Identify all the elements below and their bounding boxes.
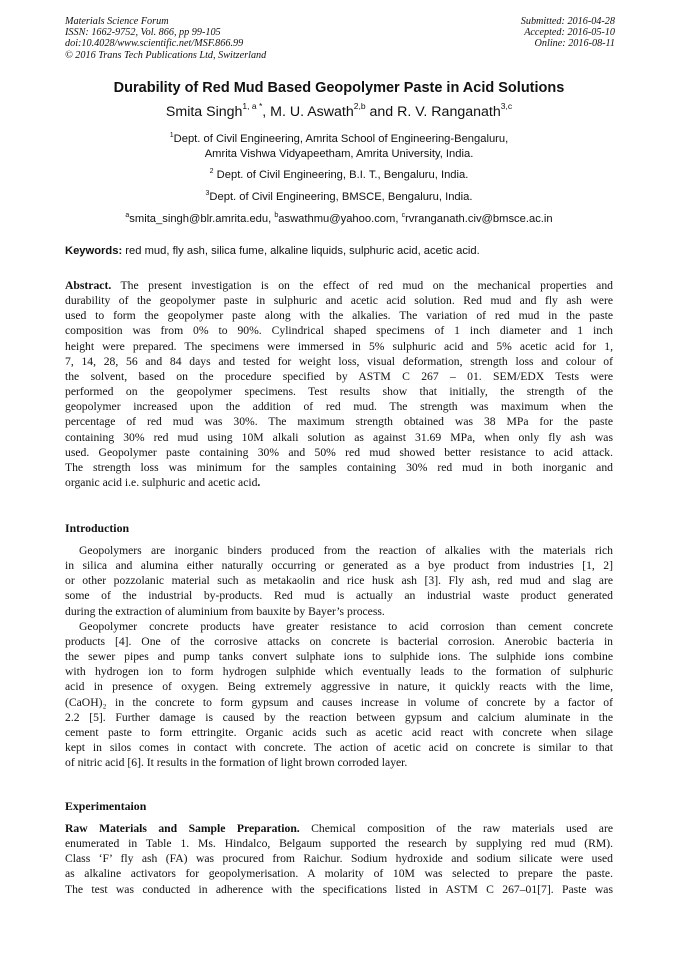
affiliation-3 <box>0 187 678 205</box>
accepted-date: Accepted: 2016-05-10 <box>524 27 615 39</box>
abstract-line: percentage of red mud was 30%. The maximum strength obtained was 38 MPa for the paste <box>65 415 613 429</box>
paper-title: Durability of Red Mud Based Geopolymer Paste in Acid Solutions <box>113 80 565 96</box>
email-sup: a <box>125 212 130 219</box>
body-line: (CaOH)₂ in the concrete to form gypsum and causes increase in volume of concrete by a factor of <box>65 695 613 709</box>
abstract-line: composition was from 0% to 90%. Cylindrical shaped specimens of 1 inch diameter and 1 inch <box>65 324 613 338</box>
abstract-line: performed on the geopolymer specimens. Test results show that initially, the strength of the <box>65 385 613 399</box>
abstract-line: geopolymer increased upon the addition of red mud. The strength was maximum when the <box>65 400 613 414</box>
affiliation-1 <box>0 129 678 161</box>
dates-header <box>521 16 615 50</box>
abstract-line: the solvent, based on the procedure specified by ASTM C 267 – 01. SEM/EDX Tests were <box>65 369 613 383</box>
aff-text: Dept. of Civil Engineering, B.I. T., Bengaluru, India. <box>213 169 469 181</box>
body-line: kept in silos comes in contact with concrete. The action of acetic acid on concrete is similar to that <box>65 741 613 755</box>
keywords <box>65 245 480 257</box>
body-line: some of the industrial by-products. Red mud is actually an industrial waste product generated <box>65 589 613 603</box>
abstract-line: height were prepared. The specimens were immersed in 5% sulphuric acid and 5% acetic acid for 1, <box>65 339 613 353</box>
journal-name: Materials Science Forum <box>65 16 169 27</box>
author-sup: 3,c <box>500 101 513 111</box>
body-line: acid in presence of oxygen. Being extremely aggressive in nature, it quickly reacts with the lime, <box>65 680 613 694</box>
experimentation-heading: Experimentaion <box>65 799 147 813</box>
subsection-label: Raw Materials and Sample Preparation. <box>65 822 300 835</box>
doi-line: doi:10.4028/www.scientific.net/MSF.866.99 <box>65 38 244 50</box>
body-line: Geopolymer concrete products have greater resistance to acid corrosion than cement concrete <box>79 619 613 633</box>
aff-sup: 2 <box>209 168 214 175</box>
email-line <box>0 209 678 227</box>
keywords-text: red mud, fly ash, silica fume, alkaline liquids, sulphuric acid, acetic acid. <box>122 245 480 257</box>
body-line: The test was conducted in adherence with the specifications listed in ASTM C 267–01[7]. Paste was <box>65 882 613 896</box>
abstract-line: durability of the geopolymer paste in sulphuric and acetic acid solution. Red mud and fly ash were <box>65 294 613 308</box>
abstract-line: organic acid i.e. sulphuric and acetic acid <box>65 476 258 490</box>
issn-line: ISSN: 1662-9752, Vol. 866, pp 99-105 <box>65 27 221 39</box>
affiliation-2 <box>0 165 678 183</box>
body-line: Geopolymers are inorganic binders produced from the reaction of alkalies with the materials rich <box>79 544 613 557</box>
email-link[interactable]: rvranganath.civ@bmsce.ac.in <box>405 213 553 225</box>
aff-text: Dept. of Civil Engineering, Amrita School of Engineering-Bengaluru, <box>173 133 509 145</box>
author-name: Smita Singh <box>165 104 243 120</box>
body-line: Class ‘F’ fly ash (FA) was procured from Raichur. Sodium hydroxide and sodium silicate were used <box>65 852 613 866</box>
body-line: 2.2 [5]. Further damage is caused by the reaction between gypsum and calcium aluminate in the <box>65 710 613 724</box>
keywords-label: Keywords: <box>65 245 123 257</box>
author-sup: 1, a * <box>242 101 263 111</box>
online-date: Online: 2016-08-11 <box>534 38 615 50</box>
aff-sup: 3 <box>205 190 210 197</box>
body-line: enumerated in Table 1. Ms. Hindalco, Belgaum supported the research by supplying red mud (RM). <box>65 837 613 851</box>
submitted-date: Submitted: 2016-04-28 <box>520 16 615 27</box>
copyright-line: © 2016 Trans Tech Publications Ltd, Switzerland <box>65 49 267 61</box>
aff-sup: 1 <box>169 132 174 139</box>
abstract-line: used to form the geopolymer paste along with the alkalies. The variation of red mud in the paste <box>65 309 613 323</box>
body-line: of nitric acid [6]. It results in the formation of light brown corroded layer. <box>65 756 408 770</box>
aff-text: Dept. of Civil Engineering, BMSCE, Bengaluru, India. <box>209 191 473 203</box>
body-line: Chemical composition of the raw materials used are <box>299 822 614 835</box>
aff-text: Amrita Vishwa Vidyapeetham, Amrita University, India. <box>204 147 474 160</box>
email-sup: c <box>401 212 406 219</box>
experimentation-body <box>65 821 613 897</box>
body-line: the sewer pipes and pump tanks convert sulphate ions to sulphide ions. The sulphide ions combine <box>65 650 613 664</box>
abstract-line: The strength loss was minimum for the samples containing 30% red mud in both inorganic and <box>65 460 613 474</box>
abstract-line: containing 30% red mud using 10M alkali solution as against 31.69 MPa, when only fly ash was <box>65 430 613 444</box>
body-line: products [4]. One of the corrosive attacks on concrete is bacterial corrosion. Anerobic bacteria in <box>65 634 613 648</box>
body-line: during the extraction of aluminium from bauxite by Bayer’s process. <box>65 604 385 618</box>
introduction-body <box>65 543 613 770</box>
introduction-heading: Introduction <box>65 521 130 535</box>
body-line: or other pozzolanic material such as metakaolin and rice husk ash [3]. Fly ash, red mud and slag are <box>65 574 613 588</box>
email-sup: b <box>274 212 279 219</box>
abstract-label: Abstract. <box>65 279 112 292</box>
body-line: with hydrogen ion to form hydrogen sulphide which eventually leads to the formation of sulphuric <box>65 665 613 679</box>
abstract <box>65 278 613 490</box>
author-name: , M. U. Aswath <box>262 104 354 120</box>
body-line: in silica and alumina either naturally occurring or generated as a bye product from industries [1, 2] <box>65 559 613 573</box>
abstract-end: . <box>257 476 261 490</box>
email-link[interactable]: smita_singh@blr.amrita.edu, <box>129 213 275 225</box>
body-line: as alkaline activators for geopolymerisation. A molarity of 10M was selected to prepare the paste. <box>65 867 613 881</box>
author-name: and R. V. Ranganath <box>365 104 501 120</box>
abstract-line: used. Geopolymer paste containing 30% and 50% red mud showed better resistance to acid attack. <box>65 445 613 459</box>
abstract-line: 7, 14, 28, 56 and 84 days and tested for weight loss, visual deformation, strength loss and colour of <box>65 354 613 368</box>
abstract-line: The present investigation is on the effect of red mud on the mechanical properties and <box>111 279 613 292</box>
author-sup: 2,b <box>353 101 366 111</box>
body-line: cement paste to form ettringite. Organic acids such as acetic acid react with concrete when silage <box>65 725 613 739</box>
journal-header <box>65 16 266 61</box>
email-link[interactable]: aswathmu@yahoo.com, <box>278 213 402 225</box>
author-list <box>0 101 678 120</box>
